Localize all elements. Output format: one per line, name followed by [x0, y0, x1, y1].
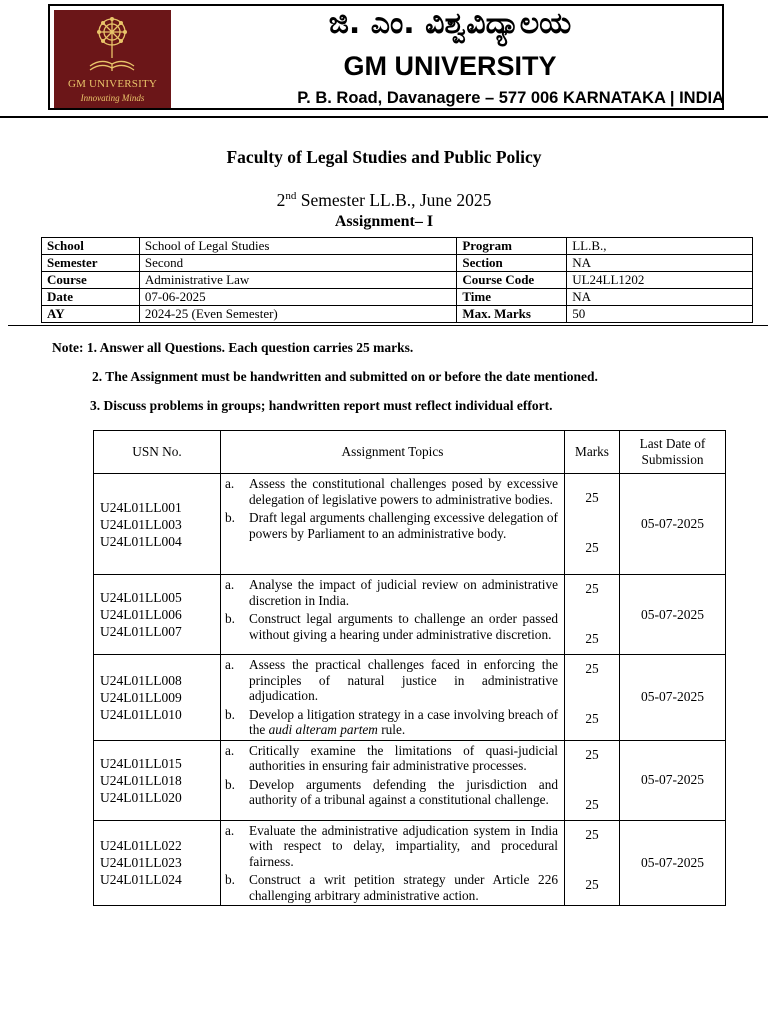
info-divider: [8, 325, 768, 326]
marks-cell: [565, 655, 620, 741]
usn-number: U24L01LL004: [100, 533, 182, 549]
semester-number: 2: [276, 190, 286, 210]
table-row: [94, 474, 726, 575]
usn-number: U24L01LL008: [100, 672, 182, 688]
mark-value: 25: [585, 661, 599, 676]
info-value: School of Legal Studies: [139, 238, 456, 255]
usn-number: U24L01LL003: [100, 516, 182, 532]
topic-letter: a.: [225, 657, 235, 672]
last-date-cell: 05-07-2025: [620, 655, 726, 741]
marks-cell: [565, 740, 620, 820]
table-row: [94, 655, 726, 741]
assignment-topics-table: [93, 430, 726, 906]
info-label: Section: [457, 255, 567, 272]
topics-cell: [221, 820, 565, 906]
usn-number: U24L01LL005: [100, 590, 182, 605]
column-header-topics: Assignment Topics: [221, 431, 565, 474]
logo-tagline: Innovating Minds: [80, 93, 145, 103]
usn-number: U24L01LL023: [100, 855, 182, 871]
topic-item: [225, 657, 558, 704]
info-label: Course Code: [457, 272, 567, 289]
header-divider: [0, 116, 768, 118]
last-date-cell: 05-07-2025: [620, 740, 726, 820]
topics-cell: [221, 740, 565, 820]
mark-value: 25: [585, 876, 599, 892]
usn-number: U24L01LL018: [100, 772, 182, 788]
info-value: 50: [567, 306, 753, 323]
info-value: 07-06-2025: [139, 289, 456, 306]
info-label: School: [42, 238, 140, 255]
university-name-kannada: ಜಿ. ಎಂ. ವಿಶ್ವವಿದ್ಯಾಲಯ: [328, 6, 572, 41]
table-row: [94, 575, 726, 655]
info-value: NA: [567, 255, 753, 272]
topic-letter: a.: [225, 476, 235, 491]
topic-text: Evaluate the administrative adjudication system in India with respect to delay, impartiality, and procedural fairness.: [249, 822, 558, 869]
university-address: P. B. Road, Davanagere – 577 006 KARNATAKA | INDIA: [297, 89, 724, 107]
topic-letter: b.: [225, 776, 235, 792]
marks-cell: [565, 575, 620, 655]
topic-item: [225, 872, 558, 903]
topics-cell: [221, 474, 565, 575]
topic-letter: a.: [225, 822, 235, 838]
topic-item: [225, 611, 558, 642]
info-row: [42, 289, 753, 306]
usn-cell: [94, 820, 221, 906]
info-value: NA: [567, 289, 753, 306]
usn-number: U24L01LL009: [100, 689, 182, 705]
topic-letter: b.: [225, 510, 235, 525]
usn-number: U24L01LL020: [100, 789, 182, 805]
note-1: Note: 1. Answer all Questions. Each question carries 25 marks.: [52, 340, 414, 355]
info-row: [42, 306, 753, 323]
topic-item: [225, 510, 558, 541]
topic-letter: b.: [225, 706, 235, 722]
usn-number: U24L01LL006: [100, 607, 182, 622]
semester-suffix: nd: [285, 190, 297, 203]
info-value: UL24LL1202: [567, 272, 753, 289]
university-logo: [54, 10, 171, 108]
topic-item: [225, 476, 558, 507]
course-info-table: [41, 237, 753, 323]
assignment-title: Assignment– I: [334, 213, 434, 230]
topic-item: [225, 743, 558, 774]
info-value: LL.B.,: [567, 238, 753, 255]
mark-value: 25: [585, 631, 599, 646]
usn-number: U24L01LL015: [100, 755, 182, 771]
topic-text: Analyse the impact of judicial review on administrative discretion in India.: [249, 577, 558, 608]
usn-cell: [94, 655, 221, 741]
usn-cell: [94, 740, 221, 820]
topic-text: Assess the constitutional challenges posed by excessive delegation of legislative powers to administrative bodies.: [249, 476, 558, 507]
info-label: Program: [457, 238, 567, 255]
faculty-title: Faculty of Legal Studies and Public Policy: [226, 147, 542, 167]
university-header: [48, 4, 724, 110]
info-label: Course: [42, 272, 140, 289]
topic-item: [225, 577, 558, 608]
topic-item: [225, 777, 558, 808]
last-date-cell: 05-07-2025: [620, 474, 726, 575]
last-date-cell: 05-07-2025: [620, 820, 726, 906]
topic-item: [225, 707, 558, 738]
topic-text: Develop arguments defending the jurisdiction and authority of a tribunal against a constitutional challenge.: [249, 776, 558, 807]
usn-number: U24L01LL001: [100, 499, 182, 515]
topic-letter: b.: [225, 872, 235, 887]
note-2: 2. The Assignment must be handwritten and submitted on or before the date mentioned.: [92, 369, 598, 384]
mark-value: 25: [585, 490, 599, 505]
usn-number: U24L01LL022: [100, 838, 182, 854]
last-date-cell: 05-07-2025: [620, 575, 726, 655]
info-value: Administrative Law: [139, 272, 456, 289]
topic-text: Assess the practical challenges faced in enforcing the principles of natural justice in administrative adjudication.: [249, 657, 558, 703]
semester-rest: Semester LL.B., June 2025: [296, 190, 492, 210]
usn-number: U24L01LL007: [100, 624, 182, 639]
info-label: Max. Marks: [457, 306, 567, 323]
usn-cell: [94, 474, 221, 575]
mark-value: 25: [585, 826, 599, 842]
topics-cell: [221, 655, 565, 741]
logo-university-name: GM UNIVERSITY: [67, 78, 158, 90]
column-header-usn: USN No.: [94, 431, 221, 474]
tree-book-emblem-icon: [82, 14, 142, 76]
semester-title: [0, 190, 768, 211]
topic-text: Construct legal arguments to challenge an order passed without giving a hearing under administrative discretion.: [249, 611, 558, 642]
topic-item: [225, 823, 558, 870]
latin-maxim: audi alteram partem: [268, 722, 378, 737]
marks-cell: [565, 820, 620, 906]
info-row: [42, 255, 753, 272]
topic-text: [249, 707, 558, 738]
info-label: AY: [42, 306, 140, 323]
mark-value: 25: [585, 711, 599, 726]
info-value: 2024-25 (Even Semester): [139, 306, 456, 323]
usn-number: U24L01LL010: [100, 706, 182, 722]
topic-text-part: rule.: [377, 722, 406, 737]
topics-cell: [221, 575, 565, 655]
info-row: [42, 272, 753, 289]
topic-letter: b.: [225, 611, 235, 626]
mark-value: 25: [585, 581, 599, 596]
column-header-last-date: Last Date of Submission: [620, 431, 726, 474]
column-header-marks: Marks: [565, 431, 620, 474]
info-label: Time: [457, 289, 567, 306]
usn-cell: [94, 575, 221, 655]
topic-text: Draft legal arguments challenging excessive delegation of powers by Parliament to an administrative body.: [249, 510, 558, 541]
topic-letter: a.: [225, 577, 235, 592]
info-value: Second: [139, 255, 456, 272]
info-row: [42, 238, 753, 255]
topic-text: Construct a writ petition strategy under Article 226 challenging arbitrary administrative action.: [249, 872, 558, 903]
usn-number: U24L01LL024: [100, 872, 182, 888]
topic-text: Critically examine the limitations of quasi-judicial authorities in ensuring fair administrative processes.: [249, 742, 558, 773]
mark-value: 25: [585, 540, 599, 555]
mark-value: 25: [585, 746, 599, 762]
topic-letter: a.: [225, 742, 235, 758]
info-label: Semester: [42, 255, 140, 272]
mark-value: 25: [585, 796, 599, 812]
info-label: Date: [42, 289, 140, 306]
topic-text-part: Develop a litigation strategy in a case involving breach of the: [249, 706, 558, 737]
note-3: 3. Discuss problems in groups; handwritten report must reflect individual effort.: [90, 398, 553, 413]
table-row: [94, 820, 726, 906]
table-header-row: [94, 431, 726, 474]
table-row: [94, 740, 726, 820]
university-name-english: GM UNIVERSITY: [343, 51, 557, 81]
marks-cell: [565, 474, 620, 575]
